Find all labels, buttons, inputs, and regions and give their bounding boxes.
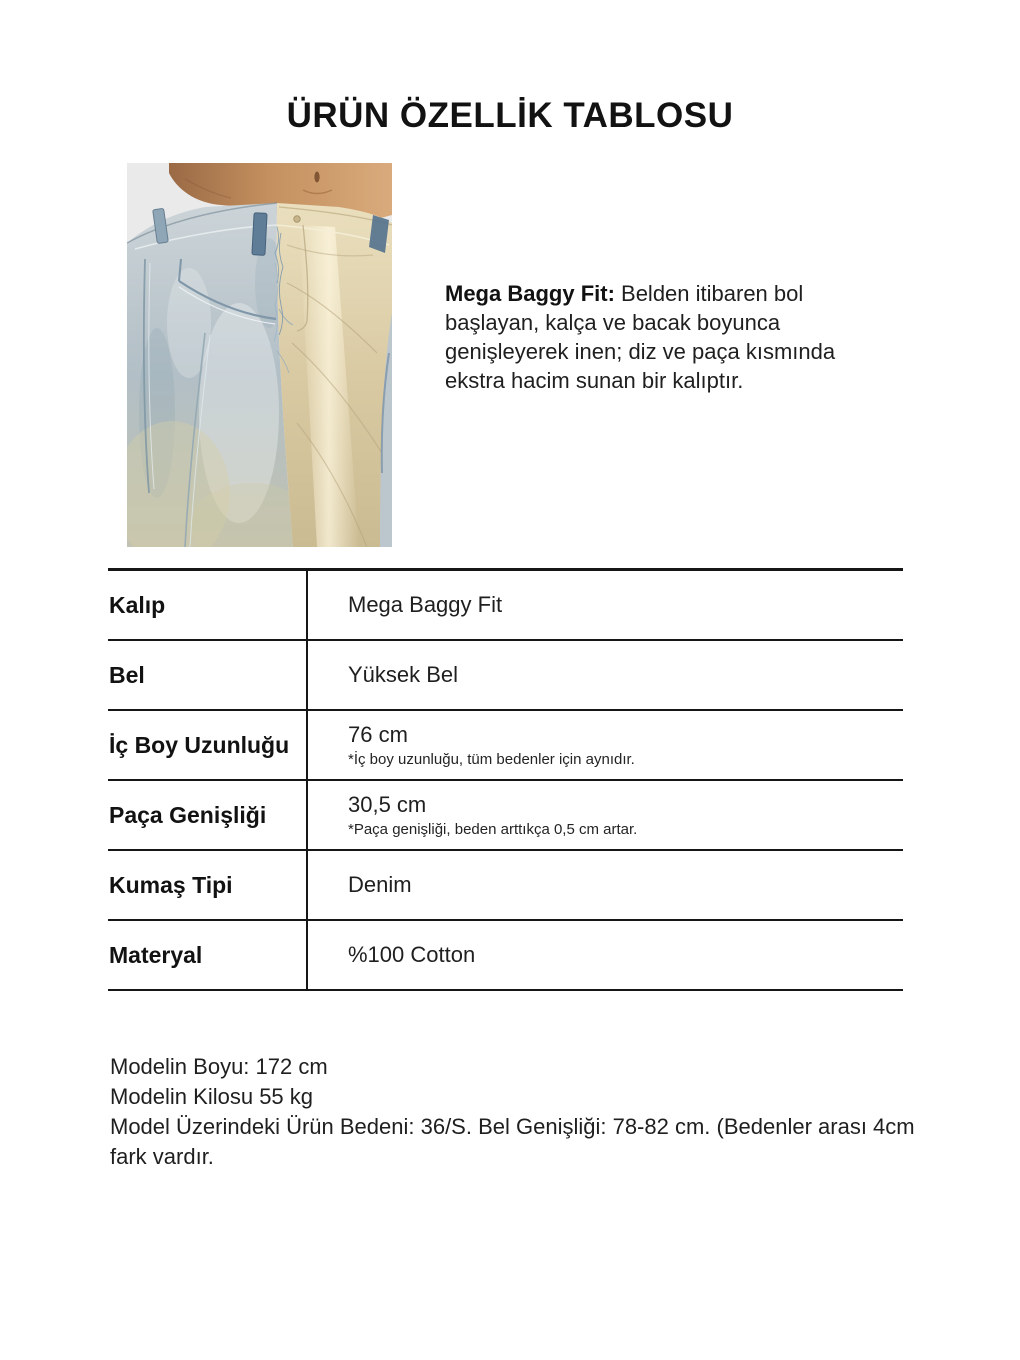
row-value-materyal: %100 Cotton (348, 942, 476, 967)
table-row (308, 851, 903, 921)
waist-button (294, 216, 300, 222)
row-value-kumas: Denim (348, 872, 412, 897)
row-value-bel: Yüksek Bel (348, 662, 459, 687)
table-row (308, 641, 903, 711)
product-photo (127, 163, 392, 547)
row-label-kalip: Kalıp (108, 571, 308, 641)
row-label-ic-boy: İç Boy Uzunluğu (108, 711, 308, 781)
row-note-paca: *Paça genişliği, beden arttıkça 0,5 cm artar. (348, 820, 638, 838)
row-label-bel: Bel (108, 641, 308, 711)
model-weight-line: Modelin Kilosu 55 kg (110, 1084, 314, 1109)
row-value-paca: 30,5 cm (348, 791, 427, 817)
row-value-kalip: Mega Baggy Fit (348, 592, 503, 617)
row-value-ic-boy: 76 cm (348, 721, 408, 747)
row-label-kumas: Kumaş Tipi (108, 851, 308, 921)
model-size-line: Model Üzerindeki Ürün Bedeni: 36/S. Bel Genişliği: 78-82 cm. (Bedenler arası 4cm fark vardır. (110, 1114, 915, 1169)
table-row (308, 711, 903, 781)
fit-description (445, 279, 885, 395)
fit-description-lead: Mega Baggy Fit: (445, 281, 615, 306)
table-row (308, 921, 903, 991)
model-info (110, 1052, 945, 1172)
khaki-leg (277, 203, 392, 547)
table-row (308, 571, 903, 641)
fit-description-body: Belden itibaren bol başlayan, kalça ve bacak boyunca genişleyerek inen; diz ve paça kısmında ekstra hacim sunan bir kalıptır. (445, 281, 836, 393)
model-height-line: Modelin Boyu: 172 cm (110, 1054, 328, 1079)
row-label-materyal: Materyal (108, 921, 308, 991)
belt-loop-center (252, 213, 267, 256)
product-photo-illustration (127, 163, 392, 547)
table-row (308, 781, 903, 851)
page-title: ÜRÜN ÖZELLİK TABLOSU (286, 96, 734, 135)
row-note-ic-boy: *İç boy uzunluğu, tüm bedenler için aynıdır. (348, 750, 635, 768)
row-label-paca: Paça Genişliği (108, 781, 308, 851)
navel (314, 172, 319, 183)
spec-table (108, 568, 903, 991)
